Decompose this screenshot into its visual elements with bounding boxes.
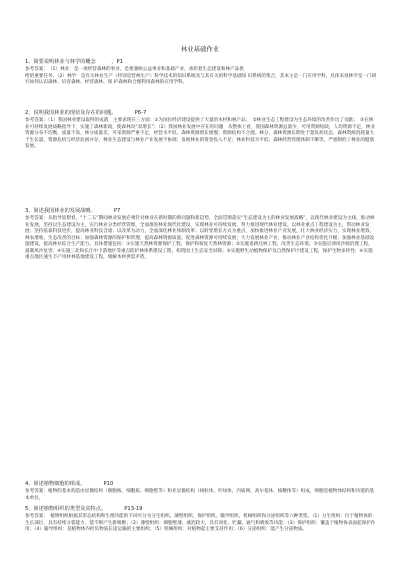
question-heading: 1、简要说明林业与林学的概念 ，P1 — [25, 59, 123, 65]
document-title: 林业基础作业 — [180, 45, 220, 53]
question-heading: 3、简述我国林业的发展战略。 P7 — [25, 208, 121, 214]
answer-paragraph: 参考答案： 植物组织根据其形态结构和生理功能的不同可分为分生组织、薄壁组织、保护组织、输导组织、机械组织和分泌组织等六种类型。（1）分生组织：位于植物体的生长部位，具有持续分裂能力，能不断产生新细胞；（2）薄壁组织：细胞壁薄，液泡较大，具有同化、贮藏、通气和吸收等功能；（3）保护组织：覆盖于植物体表面起保护作用；（4）输导组织：是植物体内担负物质长途运输的主要组织；（5）机械组织：对植物起主要支持作用；（6）分泌组织：能产生分泌物质。 — [25, 514, 376, 532]
answer-paragraph: 参考答案：（1）我国林业建设取得的成就 主要表现在三方面：①为国民经济建设提供了大量的木材和林产品； ②林业生态工程建设为生态环境的改善作出了贡献； ③在林业可持续发展战略指导下，实施了森林新政，使森林向“双增长”；（2）我国林业发展中存在的问题 从整体上看，我国森林资源总量少，可用资源短缺，人均资源不足，林业资源分布不均衡，质量不高，林分质量差，可采资源严重不足，经营水平低、森林资源增长缓慢；资源结构不合理。林分，森林资源长期处于超负荷状态，森林资源消耗量大于生长量，资源危机与经济危困并存。林业生态建设与林业产业发展不协调；发展林业的资金投入不足；林业科技水平低；森林经营管理体制不顺等，严重制约了林业的健康发展。 — [25, 118, 375, 149]
question-heading: 5、简述植物组织的类型及其特点。 P13-19 — [25, 506, 143, 512]
question-heading: 2、说明我国林业的现状及存在的问题。 P6-7 — [25, 110, 147, 116]
answer-paragraph: 参考答案：从指导思想看，“十二五”期间林业发展必须针对林业在新时期的新问题和新趋势，全面贯彻落实“生态建设为主的林业发展战略”，以现代林业建设为主线，推动林业发展，坚持以生态建设为主，实行林业分类经营管理，全面推进林业现代化建设，实现林业可持续发展，努力推进现代林业建设。以林业重点工程建设为主，带动林业发展；坚持依靠科技进步，提高林业科技含量；以改革为动力，全面深化林业体制改革；以转变增长方式为重点，加快推进林业产业发展，壮大林业经济实力，实现林业增效、林农增收、生态改善的目标；加强森林资源的保护和管理，提高森林资源质量，促进森林资源可持续发展；大力发展林业产业，推动林业产业结构优化升级；加强林业基础设施建设，提高林业综合生产能力。具体措施包括：①实施天然林资源保护工程，保护和恢复天然林资源；②实施退耕还林工程，改善生态环境；③实施京津风沙源治理工程，遏制风沙危害；④实施三北和长江中下游地区等重点防护林体系建设工程，构筑国土生态安全屏障；⑤实施野生动植物保护及自然保护区建设工程，保护生物多样性；⑥实施重点地区速生丰产用材林基地建设工程，缓解木材供需矛盾。 — [25, 216, 375, 260]
answer-paragraph: 参考答案：植物的基本构造由显微结构（细胞核、细胞质、细胞壁等）和亚显微结构（线粒体、叶绿体、内质网、高尔基体、核糖体等）组成，细胞是植物体结构和功能的基本单位。 — [25, 489, 375, 501]
answer-paragraph: 参考答案： （1）林业：是一项经营森林的事业，是要兼顾公益事业和基础产业，承担着生态建设和林产品供 给的重要任务。（2）林学：是有关林业生产（特别是营林生产）科学技术的知识系统及与其有关的科学基础知 识系统的集合，其本主是一门应用学科，具体来说林学是一门研究如何认识森林、培育森林、经营森林、保 护森林和合理利用森林的应用学科。 — [25, 67, 377, 85]
question-heading: 4、简述植物细胞的组成。 P10 — [25, 481, 114, 487]
